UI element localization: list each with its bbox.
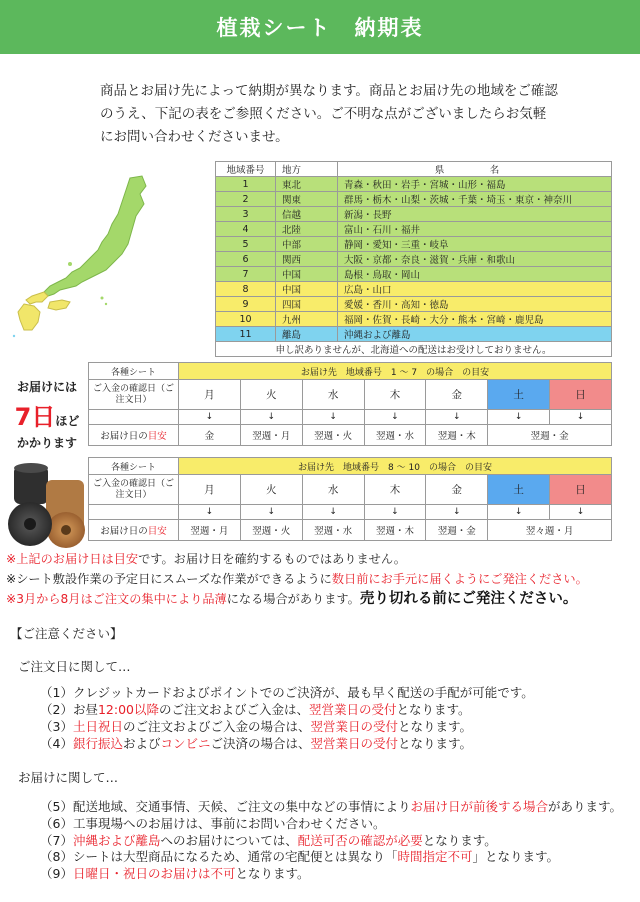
notes-block [6, 549, 636, 609]
item-text: へのお届けについては、 [160, 832, 298, 848]
list-item [40, 799, 622, 816]
delivery-days-line3: かかります [16, 436, 77, 450]
region-row [216, 192, 612, 207]
region-prefectures: 群馬・栃木・山梨・茨城・千葉・埼玉・東京・神奈川 [338, 192, 612, 207]
region-area: 東北 [276, 177, 338, 192]
page-banner [0, 0, 640, 54]
arrow-down-icon: ↓ [179, 505, 241, 520]
table-title: お届け先 地域番号 1 〜 7 の場合 の目安 [179, 363, 612, 380]
day-tue: 火 [240, 475, 302, 505]
note-text: になる場合があります。 [226, 592, 360, 606]
day-fri: 金 [426, 475, 488, 505]
delivery-days-label [6, 378, 88, 451]
header-prefectures: 県 名 [338, 162, 612, 177]
result-fri: 翌週・金 [426, 520, 488, 541]
sheet-rolls-icon [6, 462, 88, 554]
result-thu: 翌週・木 [364, 520, 426, 541]
item-text: （4） [40, 736, 73, 751]
arrow-down-icon: ↓ [550, 505, 612, 520]
label-delivery-estimate [89, 520, 179, 541]
item-text: （7） [40, 832, 73, 848]
item-text: （9） [40, 866, 73, 882]
region-prefectures: 島根・鳥取・岡山 [338, 267, 612, 282]
region-number: 10 [216, 312, 276, 327]
region-number: 4 [216, 222, 276, 237]
day-wed: 水 [302, 380, 364, 410]
region-row [216, 297, 612, 312]
list-item [40, 735, 534, 752]
note-text: です。お届け日を確約するものではありません。 [138, 552, 406, 566]
arrow-down-icon: ↓ [426, 505, 488, 520]
note-red: 数日前にお手元に届くようにご発注ください。 [331, 572, 588, 586]
note-mark: ※ [6, 592, 17, 606]
region-row [216, 282, 612, 297]
item-text: （8）シートは大型商品になるため、通常の宅配便とは異なり「 [40, 849, 398, 865]
arrow-label-empty [89, 505, 179, 520]
label-sheet: 各種シート [89, 363, 179, 380]
item-text: および [122, 736, 161, 751]
region-prefectures: 福岡・佐賀・長崎・大分・熊本・宮崎・鹿児島 [338, 312, 612, 327]
header-area: 地方 [276, 162, 338, 177]
region-area: 関東 [276, 192, 338, 207]
note-1 [6, 549, 636, 569]
region-area: 中国 [276, 282, 338, 297]
result-wed: 翌週・火 [302, 425, 364, 446]
item-red: 沖縄および離島 [72, 832, 161, 848]
label-sheet: 各種シート [89, 458, 179, 475]
item-text: 」となります。 [472, 849, 559, 865]
delivery-days-suffix: ほど [55, 414, 80, 428]
arrow-down-icon: ↓ [550, 410, 612, 425]
list-item [40, 849, 622, 866]
intro-text [100, 80, 620, 149]
delivery-days-line1: お届けには [16, 380, 77, 394]
day-sun: 日 [550, 380, 612, 410]
note-text: ※シート敷設作業の予定日にスムーズな作業ができるように [6, 572, 332, 586]
list-item [40, 833, 622, 850]
region-number: 7 [216, 267, 276, 282]
region-prefectures: 沖縄および離島 [338, 327, 612, 342]
item-red: コンビニ [160, 736, 211, 751]
region-note-row [216, 342, 612, 357]
label-delivery-red: 目安 [147, 431, 167, 442]
region-row [216, 267, 612, 282]
item-red: 翌営業日の受付 [310, 736, 399, 751]
result-thu: 翌週・水 [364, 425, 426, 446]
arrow-down-icon: ↓ [426, 410, 488, 425]
item-text: （1）クレジットカードおよびポイントでのご決済が、最も早く配送の手配が可能です。 [40, 685, 534, 700]
intro-line: のうえ、下記の表をご参照ください。ご不明な点がございましたらお気軽 [100, 106, 547, 122]
note-mark: ※ [6, 552, 17, 566]
region-table [215, 161, 612, 357]
item-text: ご決済の場合は、 [210, 736, 311, 751]
day-thu: 木 [364, 380, 426, 410]
delivery-list [40, 799, 622, 883]
day-mon: 月 [179, 475, 241, 505]
region-number: 1 [216, 177, 276, 192]
note-strong: 売り切れる前にご発注ください。 [359, 591, 578, 607]
arrow-down-icon: ↓ [302, 505, 364, 520]
day-thu: 木 [364, 475, 426, 505]
japan-map-icon [10, 170, 170, 340]
list-item [40, 866, 622, 883]
day-mon: 月 [179, 380, 241, 410]
table-title: お届け先 地域番号 8 〜 10 の場合 の目安 [179, 458, 612, 475]
region-area: 四国 [276, 297, 338, 312]
region-number: 3 [216, 207, 276, 222]
region-area: 関西 [276, 252, 338, 267]
item-text: となります。 [235, 866, 310, 882]
page-title: 植栽シート 納期表 [216, 16, 424, 40]
region-prefectures: 富山・石川・福井 [338, 222, 612, 237]
day-tue: 火 [240, 380, 302, 410]
region-number: 8 [216, 282, 276, 297]
day-sat: 土 [488, 475, 550, 505]
delivery-days-big: 7日 [14, 403, 56, 431]
arrow-down-icon: ↓ [240, 410, 302, 425]
day-wed: 水 [302, 475, 364, 505]
region-area: 九州 [276, 312, 338, 327]
item-red: 時間指定不可 [397, 849, 473, 865]
label-delivery-estimate [89, 425, 179, 446]
item-red: 12:00以降 [97, 702, 159, 717]
region-area: 信越 [276, 207, 338, 222]
header-region-number: 地域番号 [216, 162, 276, 177]
region-row [216, 327, 612, 342]
region-prefectures: 愛媛・香川・高知・徳島 [338, 297, 612, 312]
hokkaido-note: 申し訳ありませんが、北海道への配送はお受けしておりません。 [216, 342, 612, 357]
day-fri: 金 [426, 380, 488, 410]
item-text: （5）配送地域、交通事情、天候、ご注文の集中などの事情により [40, 799, 411, 814]
result-mon: 翌週・月 [179, 520, 241, 541]
day-sat: 土 [488, 380, 550, 410]
item-text: となります。 [422, 832, 497, 848]
region-number: 2 [216, 192, 276, 207]
item-red: 翌営業日の受付 [310, 719, 398, 734]
day-sun: 日 [550, 475, 612, 505]
item-text: となります。 [396, 702, 471, 717]
item-text: となります。 [398, 719, 473, 734]
intro-line: 商品とお届け先によって納期が異なります。商品とお届け先の地域をご確認 [100, 83, 558, 99]
item-red: 翌営業日の受付 [309, 702, 397, 717]
note-2 [6, 569, 636, 589]
note-red: 上記のお届け日は目安 [16, 552, 139, 566]
result-tue: 翌週・月 [240, 425, 302, 446]
arrow-down-icon: ↓ [488, 505, 550, 520]
item-red: 銀行振込 [72, 736, 123, 751]
region-header-row [216, 162, 612, 177]
delivery-table-regions-8-10 [88, 457, 612, 541]
result-mon: 金 [179, 425, 241, 446]
item-text: のご注文およびご入金の場合は、 [122, 719, 311, 734]
region-area: 中部 [276, 237, 338, 252]
region-row [216, 207, 612, 222]
order-date-list [40, 684, 534, 752]
arrow-label-empty [89, 410, 179, 425]
label-delivery-pre: お届け日の [100, 431, 148, 442]
region-number: 5 [216, 237, 276, 252]
item-text: （6）工事現場へのお届けは、事前にお問い合わせください。 [40, 815, 386, 831]
list-item [40, 816, 622, 833]
result-wed: 翌週・水 [302, 520, 364, 541]
region-area: 北陸 [276, 222, 338, 237]
arrow-down-icon: ↓ [364, 410, 426, 425]
arrow-down-icon: ↓ [240, 505, 302, 520]
label-delivery-red: 目安 [147, 526, 167, 537]
region-number: 6 [216, 252, 276, 267]
region-prefectures: 新潟・長野 [338, 207, 612, 222]
region-row [216, 177, 612, 192]
label-order-date: ご入金の確認日（ご注文日） [89, 475, 179, 505]
result-tue: 翌週・火 [240, 520, 302, 541]
region-number: 9 [216, 297, 276, 312]
label-delivery-pre: お届け日の [100, 526, 148, 537]
region-row [216, 237, 612, 252]
note-3 [6, 589, 636, 609]
item-red: 土日祝日 [72, 719, 123, 734]
region-prefectures: 大阪・京都・奈良・滋賀・兵庫・和歌山 [338, 252, 612, 267]
list-item [40, 701, 534, 718]
region-area: 離島 [276, 327, 338, 342]
item-red: 配送可否の確認が必要 [297, 832, 423, 848]
label-order-date: ご入金の確認日（ご注文日） [89, 380, 179, 410]
region-row [216, 222, 612, 237]
item-text: （3） [40, 719, 73, 734]
caution-title: 【ご注意ください】 [10, 626, 123, 641]
delivery-table-regions-1-7 [88, 362, 612, 446]
item-text: のご注文およびご入金は、 [158, 702, 309, 717]
list-item [40, 684, 534, 701]
list-item [40, 718, 534, 735]
arrow-down-icon: ↓ [179, 410, 241, 425]
intro-line: にお問い合わせくださいませ。 [100, 129, 289, 145]
item-text: となります。 [398, 736, 473, 751]
region-prefectures: 広島・山口 [338, 282, 612, 297]
region-area: 中国 [276, 267, 338, 282]
delivery-heading: お届けに関して… [18, 770, 119, 785]
item-text: （2）お昼 [40, 702, 98, 717]
item-red: お届け日が前後する場合 [410, 799, 548, 814]
result-fri: 翌週・木 [426, 425, 488, 446]
region-number: 11 [216, 327, 276, 342]
arrow-down-icon: ↓ [364, 505, 426, 520]
note-red: 3月から8月はご注文の集中により品薄 [16, 592, 227, 606]
arrow-down-icon: ↓ [488, 410, 550, 425]
result-weekend: 翌々週・月 [488, 520, 612, 541]
arrow-down-icon: ↓ [302, 410, 364, 425]
item-text: があります。 [547, 799, 622, 814]
region-prefectures: 青森・秋田・岩手・宮城・山形・福島 [338, 177, 612, 192]
order-date-heading: ご注文日に関して… [18, 659, 131, 674]
region-row [216, 252, 612, 267]
region-prefectures: 静岡・愛知・三重・岐阜 [338, 237, 612, 252]
region-row [216, 312, 612, 327]
item-red: 日曜日・祝日のお届けは不可 [72, 866, 236, 882]
result-weekend: 翌週・金 [488, 425, 612, 446]
